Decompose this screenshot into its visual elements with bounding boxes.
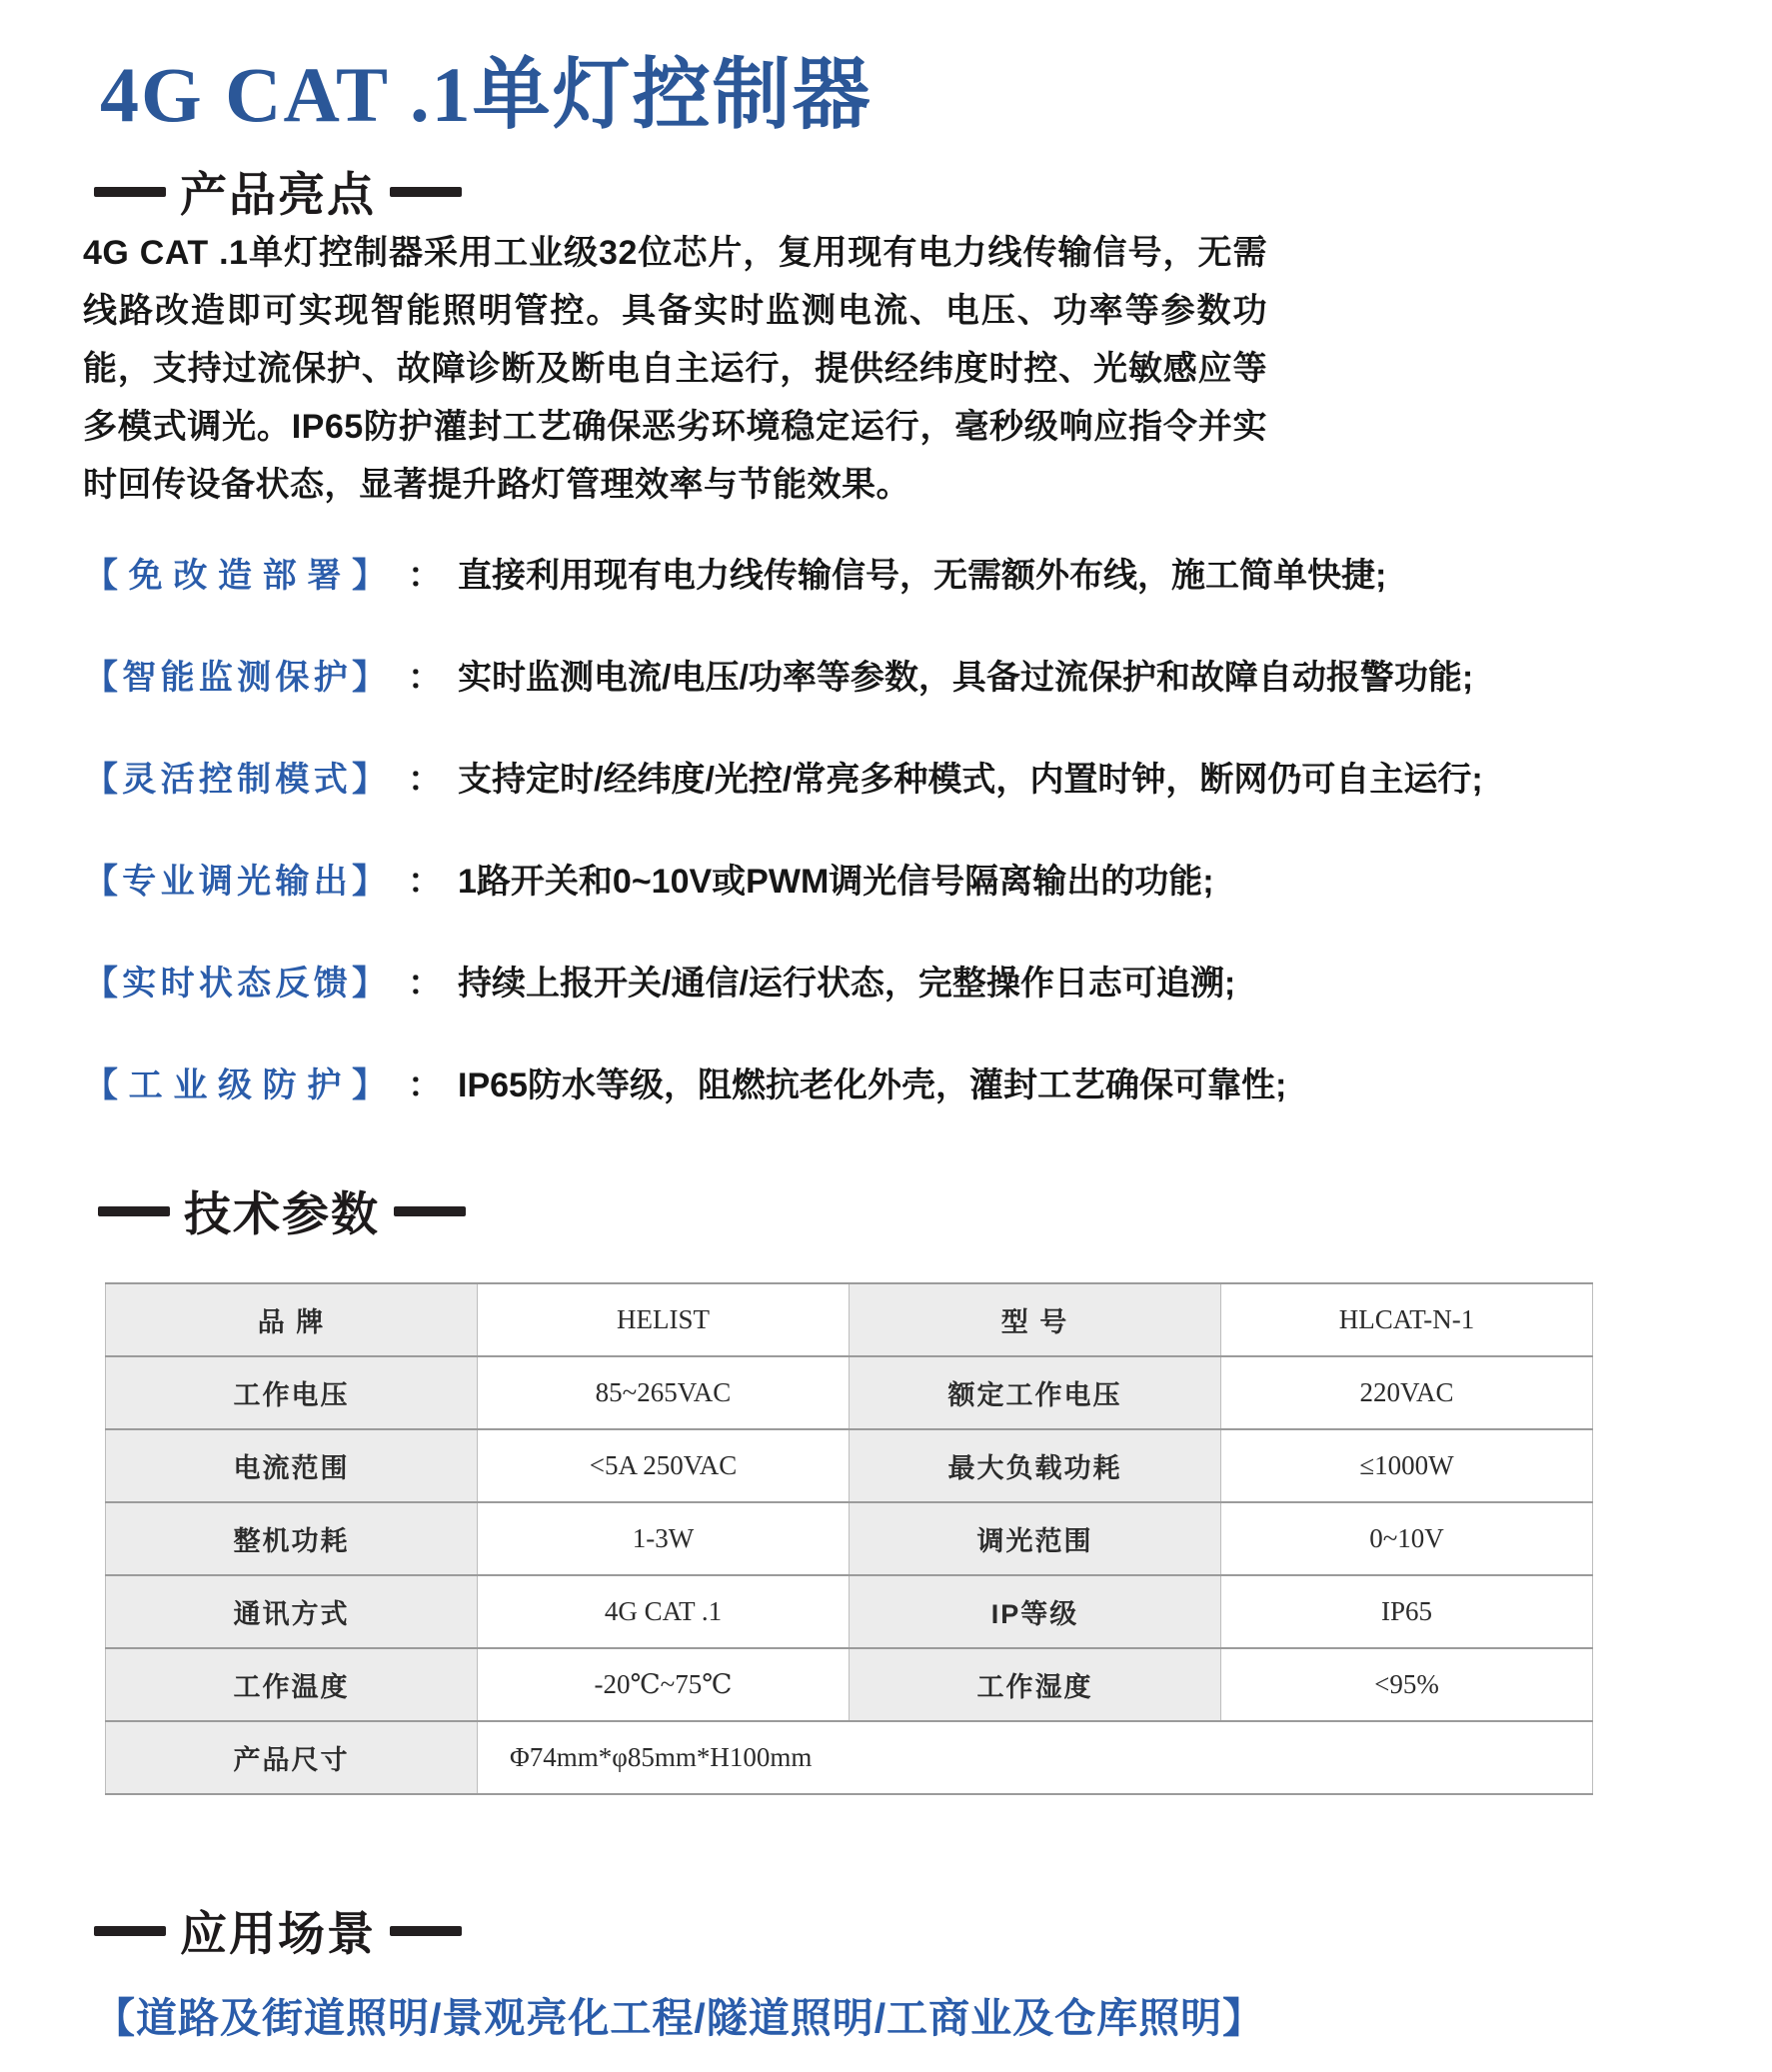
feature-label: 【智能监测保护】 — [84, 659, 386, 697]
dash-line-left — [98, 1206, 170, 1216]
spec-row — [106, 1575, 1593, 1648]
feature-item — [84, 854, 1683, 903]
spec-row — [106, 1502, 1593, 1575]
dash-line-left — [94, 1926, 166, 1936]
feature-label: 【专业调光输出】 — [84, 863, 386, 901]
spec-label-cell: 产品尺寸 — [106, 1721, 478, 1794]
spec-value-cell: -20℃~75℃ — [478, 1648, 850, 1721]
feature-label: 【工业级防护】 — [84, 1066, 386, 1104]
feature-desc: IP65防水等级，阻燃抗老化外壳，灌封工艺确保可靠性; — [458, 1066, 1287, 1104]
spec-value-cell: 0~10V — [1221, 1502, 1593, 1575]
spec-value-cell: <5A 250VAC — [478, 1429, 850, 1502]
feature-item — [84, 548, 1683, 597]
spec-label-cell: 品 牌 — [106, 1283, 478, 1356]
page-title: 4G CAT .1单灯控制器 — [100, 51, 873, 138]
feature-desc: 支持定时/经纬度/光控/常亮多种模式，内置时钟，断网仍可自主运行; — [458, 761, 1483, 799]
section-title-highlights — [94, 158, 462, 225]
applications-text: 【道路及街道照明/景观亮化工程/隧道照明/工商业及仓库照明】 — [94, 1995, 1265, 2041]
section-title-specs — [98, 1177, 466, 1244]
dash-line-left — [94, 187, 166, 197]
feature-list — [84, 548, 1683, 1159]
feature-colon: ： — [408, 761, 442, 799]
feature-label: 【灵活控制模式】 — [84, 761, 386, 799]
feature-label: 【实时状态反馈】 — [84, 965, 386, 1003]
dash-line-right — [394, 1206, 466, 1216]
spec-row — [106, 1429, 1593, 1502]
spec-label-cell: 型 号 — [850, 1283, 1221, 1356]
spec-label-cell: 通讯方式 — [106, 1575, 478, 1648]
section-title-highlights-label: 产品亮点 — [180, 168, 376, 221]
spec-label-cell: 额定工作电压 — [850, 1356, 1221, 1429]
feature-colon: ： — [408, 863, 442, 901]
spec-label-cell: 调光范围 — [850, 1502, 1221, 1575]
feature-colon: ： — [408, 659, 442, 697]
spec-value-cell: <95% — [1221, 1648, 1593, 1721]
feature-label: 【免改造部署】 — [84, 557, 386, 595]
spec-value-cell: Φ74mm*φ85mm*H100mm — [478, 1721, 1593, 1794]
feature-colon: ： — [408, 965, 442, 1003]
section-title-applications — [94, 1897, 462, 1964]
spec-label-cell: 工作电压 — [106, 1356, 478, 1429]
feature-colon: ： — [408, 557, 442, 595]
spec-label-cell: 整机功耗 — [106, 1502, 478, 1575]
spec-row — [106, 1356, 1593, 1429]
feature-desc: 直接利用现有电力线传输信号，无需额外布线，施工简单快捷; — [458, 557, 1387, 595]
feature-colon: ： — [408, 1066, 442, 1104]
spec-label-cell: 最大负载功耗 — [850, 1429, 1221, 1502]
feature-item — [84, 752, 1683, 801]
feature-item — [84, 650, 1683, 699]
spec-row — [106, 1283, 1593, 1356]
feature-item — [84, 1057, 1683, 1106]
spec-value-cell: ≤1000W — [1221, 1429, 1593, 1502]
spec-value-cell: 85~265VAC — [478, 1356, 850, 1429]
section-title-applications-label: 应用场景 — [180, 1907, 376, 1960]
spec-label-cell: 电流范围 — [106, 1429, 478, 1502]
dash-line-right — [390, 187, 462, 197]
spec-value-cell: HELIST — [478, 1283, 850, 1356]
spec-value-cell: 4G CAT .1 — [478, 1575, 850, 1648]
spec-row — [106, 1721, 1593, 1794]
spec-table — [105, 1282, 1593, 1795]
feature-item — [84, 956, 1683, 1005]
spec-row — [106, 1648, 1593, 1721]
spec-value-cell: HLCAT-N-1 — [1221, 1283, 1593, 1356]
spec-value-cell: IP65 — [1221, 1575, 1593, 1648]
section-title-specs-label: 技术参数 — [184, 1187, 380, 1240]
feature-desc: 1路开关和0~10V或PWM调光信号隔离输出的功能; — [458, 863, 1214, 901]
dash-line-right — [390, 1926, 462, 1936]
spec-value-cell: 220VAC — [1221, 1356, 1593, 1429]
spec-value-cell: 1-3W — [478, 1502, 850, 1575]
feature-desc: 实时监测电流/电压/功率等参数，具备过流保护和故障自动报警功能; — [458, 659, 1474, 697]
spec-label-cell: IP等级 — [850, 1575, 1221, 1648]
feature-desc: 持续上报开关/通信/运行状态，完整操作日志可追溯; — [458, 965, 1236, 1003]
intro-paragraph: 4G CAT .1单灯控制器采用工业级32位芯片，复用现有电力线传输信号，无需线路改造即可实现智能照明管控。具备实时监测电流、电压、功率等参数功能，支持过流保护、故障诊断及断电自主运行，提供经纬度时控、光敏感应等多模式调光。IP65防护灌封工艺确保恶劣环境稳定运行，毫秒级响应指令并实时回传设备状态，显著提升路灯管理效率与节能效果。 — [83, 234, 1267, 504]
spec-label-cell: 工作湿度 — [850, 1648, 1221, 1721]
spec-label-cell: 工作温度 — [106, 1648, 478, 1721]
